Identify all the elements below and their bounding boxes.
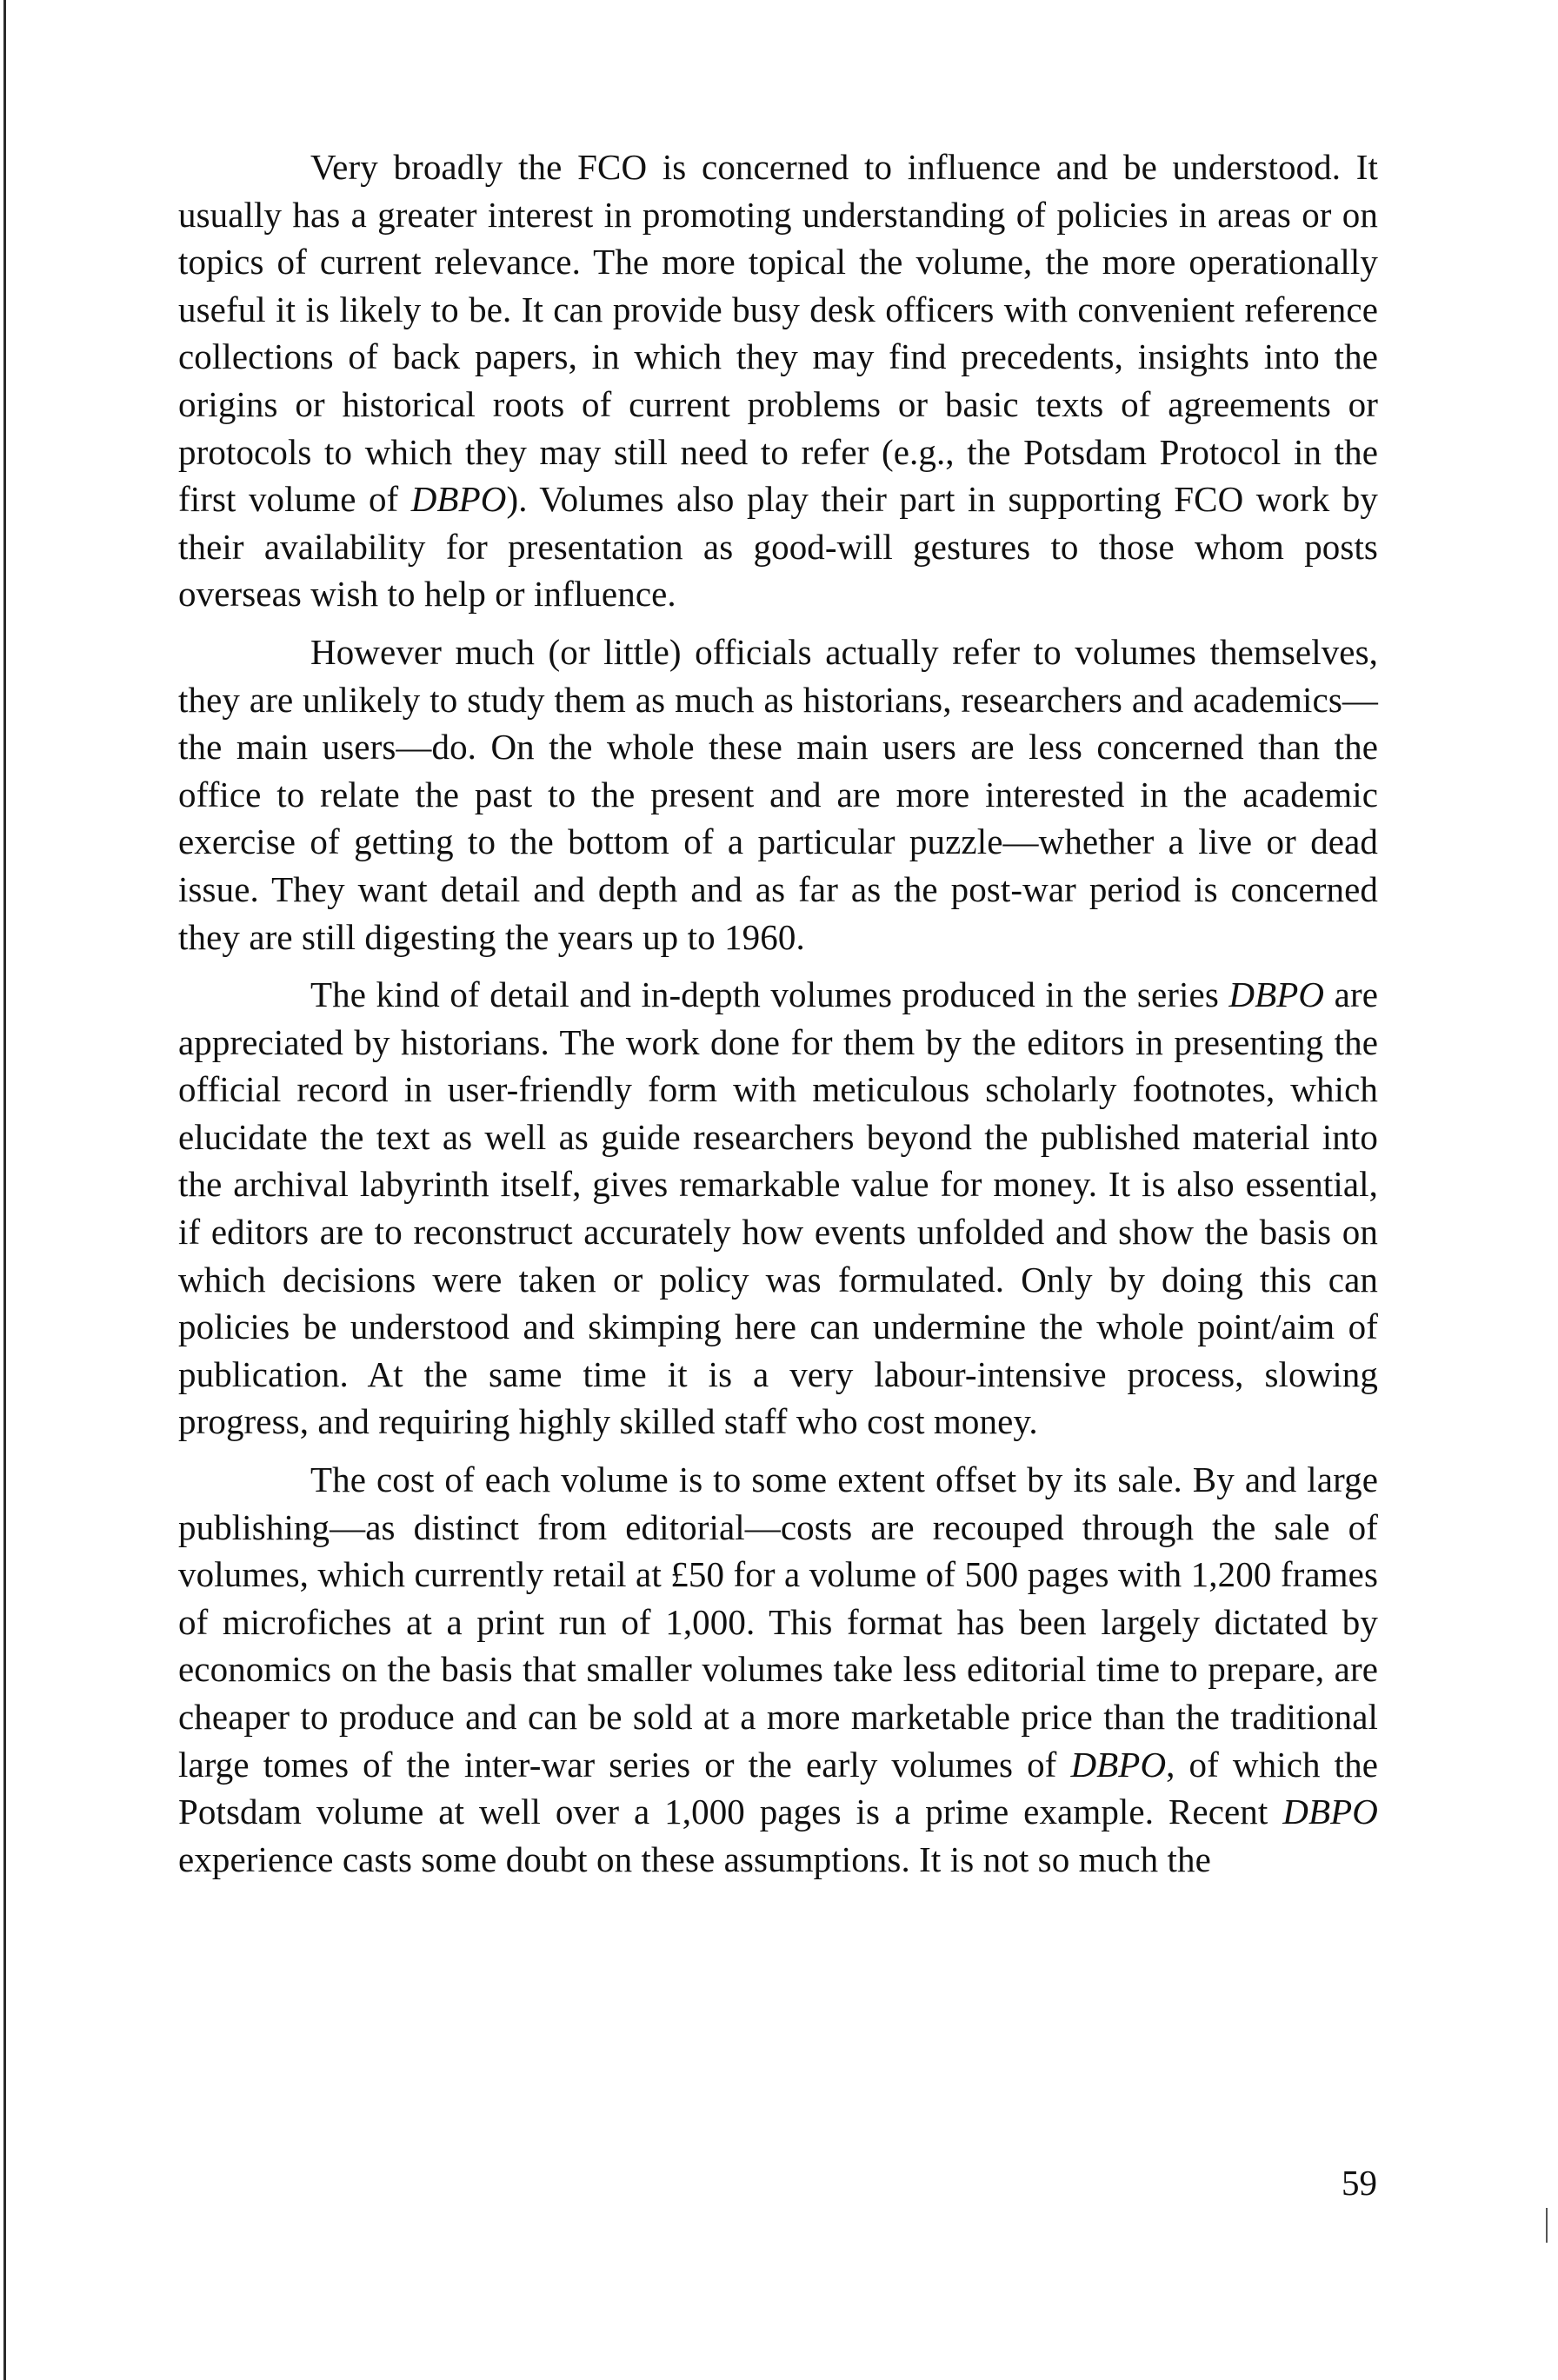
dbpo-title-4: DBPO [1282,1792,1378,1832]
scan-edge-mark-right [1546,2208,1548,2243]
paragraph-2-text-1: However much (or little) officials actually refer to volumes themselves, they are unlikely to study them as much as historians, researchers and academics—the main users—do. On the whole these main users are less concerned than the office to relate the past to the present and are more interested in the academic exercise of getting to the bottom of a particular puzzle—whether a live or dead issue. They want detail and depth and as far as the post-war period is concerned they are still digesting the years up to 1960. [178,631,1378,957]
paragraph-1 [178,143,1378,618]
paragraph-3-text-1: The kind of detail and in-depth volumes produced in the series [310,974,1229,1015]
paragraph-1-text-2: ). Volumes also play their part in supporting FCO work by their availability for presentation as good-will gestures to those whom posts overseas wish to help or influence. [178,479,1378,615]
dbpo-title-1: DBPO [410,479,507,520]
dbpo-title-2: DBPO [1228,974,1325,1015]
paragraph-4-text-3: experience casts some doubt on these assumptions. It is not so much the [178,1838,1211,1879]
dbpo-title-3: DBPO [1070,1744,1167,1785]
paragraph-3-text-2: are appreciated by historians. The work done for them by the editors in presenting the official record in user-friendly form with meticulous scholarly footnotes, which elucidate the text as well as guide researchers beyond the published material into the archival labyrinth itself, gives remarkable value for money. It is also essential, if editors are to reconstruct accurately how events unfolded and show the basis on which decisions were taken or policy was formulated. Only by doing this can policies be understood and skimping here can undermine the whole point/aim of publication. At the same time it is a very labour-intensive process, slowing progress, and requiring highly skilled staff who cost money. [178,974,1378,1442]
body-text [178,143,1378,1893]
paragraph-3 [178,971,1378,1446]
paragraph-1-text-1: Very broadly the FCO is concerned to influence and be understood. It usually has a greater interest in promoting understanding of policies in areas or on topics of current relevance. The more topical the volume, the more operationally useful it is likely to be. It can provide busy desk officers with convenient reference collections of back papers, in which they may find precedents, insights into the origins or historical roots of current problems or basic texts of agreements or protocols to which they may still need to refer (e.g., the Potsdam Protocol in the first volume of [178,147,1378,520]
paragraph-2 [178,628,1378,961]
page-number: 59 [1342,2163,1377,2203]
paragraph-4-text-1: The cost of each volume is to some extent offset by its sale. By and large publishing—as distinct from editorial—costs are recouped through the sale of volumes, which currently retail at £50 for a volume of 500 pages with 1,200 frames of microfiches at a print run of 1,000. This format has been largely dictated by economics on the basis that smaller volumes take less editorial time to prepare, are cheaper to produce and can be sold at a more marketable price than the traditional large tomes of the inter-war series or the early volumes of [178,1459,1378,1785]
paragraph-4-text-2: , of which the Potsdam volume at well over a 1,000 pages is a prime example. Recent [178,1744,1378,1832]
scan-edge-mark [3,0,6,2380]
paragraph-4 [178,1456,1378,1883]
